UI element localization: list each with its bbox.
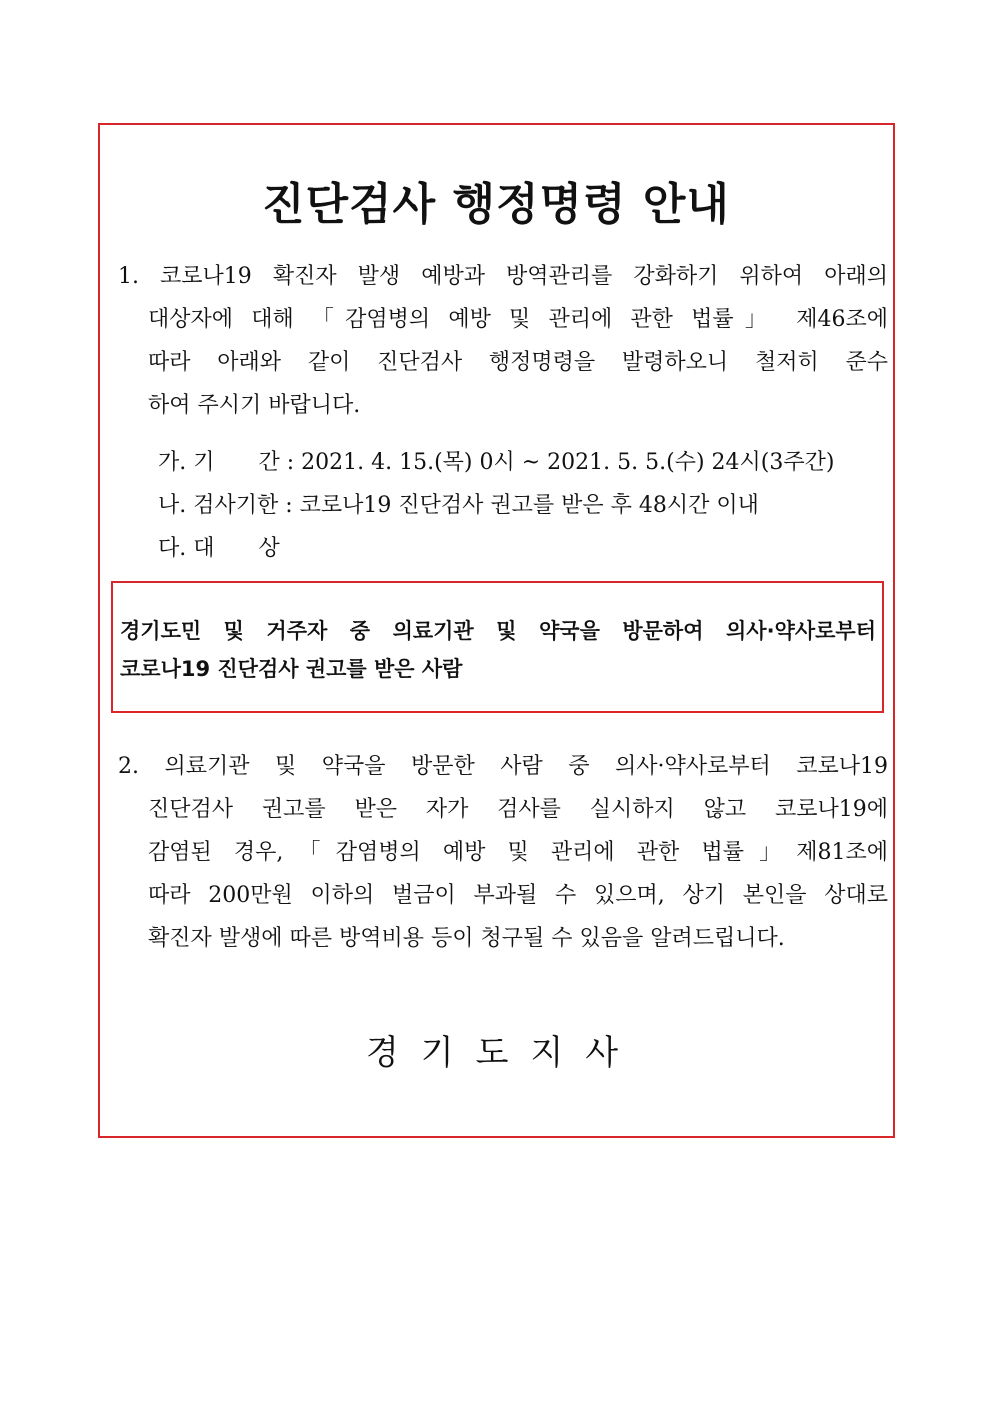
section-1-items: [158, 441, 878, 570]
section-2: [118, 745, 888, 960]
item-period: 가. 기 간 : 2021. 4. 15.(목) 0시 ~ 2021. 5. 5.(수) 24시(3주간): [158, 450, 835, 475]
section-2-line: 2. 의료기관 및 약국을 방문한 사람 중 의사·약사로부터 코로나19: [118, 754, 888, 779]
section-2-line: 확진자 발생에 따른 방역비용 등이 청구될 수 있음을 알려드립니다.: [148, 926, 785, 951]
section-1-line: 하여 주시기 바랍니다.: [148, 393, 361, 418]
section-2-line: 진단검사 권고를 받은 자가 검사를 실시하지 않고 코로나19에: [148, 797, 888, 822]
section-2-line: 따라 200만원 이하의 벌금이 부과될 수 있으며, 상기 본인을 상대로: [148, 883, 888, 908]
section-1-line: 대상자에 대해 「감염병의 예방 및 관리에 관한 법률」 제46조에: [148, 307, 888, 332]
target-description: [120, 612, 876, 688]
section-1-line: 따라 아래와 같이 진단검사 행정명령을 발령하오니 철저히 준수: [148, 350, 888, 375]
target-line: 코로나19 진단검사 권고를 받은 사람: [120, 657, 463, 681]
page-title: 진단검사 행정명령 안내: [262, 179, 730, 230]
item-deadline: 나. 검사기한 : 코로나19 진단검사 권고를 받은 후 48시간 이내: [158, 493, 759, 518]
signature: 경기도지사: [365, 1033, 641, 1073]
target-line: 경기도민 및 거주자 중 의료기관 및 약국을 방문하여 의사·약사로부터: [120, 619, 876, 643]
section-1-line: 1. 코로나19 확진자 발생 예방과 방역관리를 강화하기 위하여 아래의: [118, 264, 888, 289]
section-2-line: 감염된 경우,「감염병의 예방 및 관리에 관한 법률」제81조에: [148, 840, 888, 865]
section-1: [118, 255, 888, 427]
item-target-heading: 다. 대 상: [158, 536, 280, 561]
